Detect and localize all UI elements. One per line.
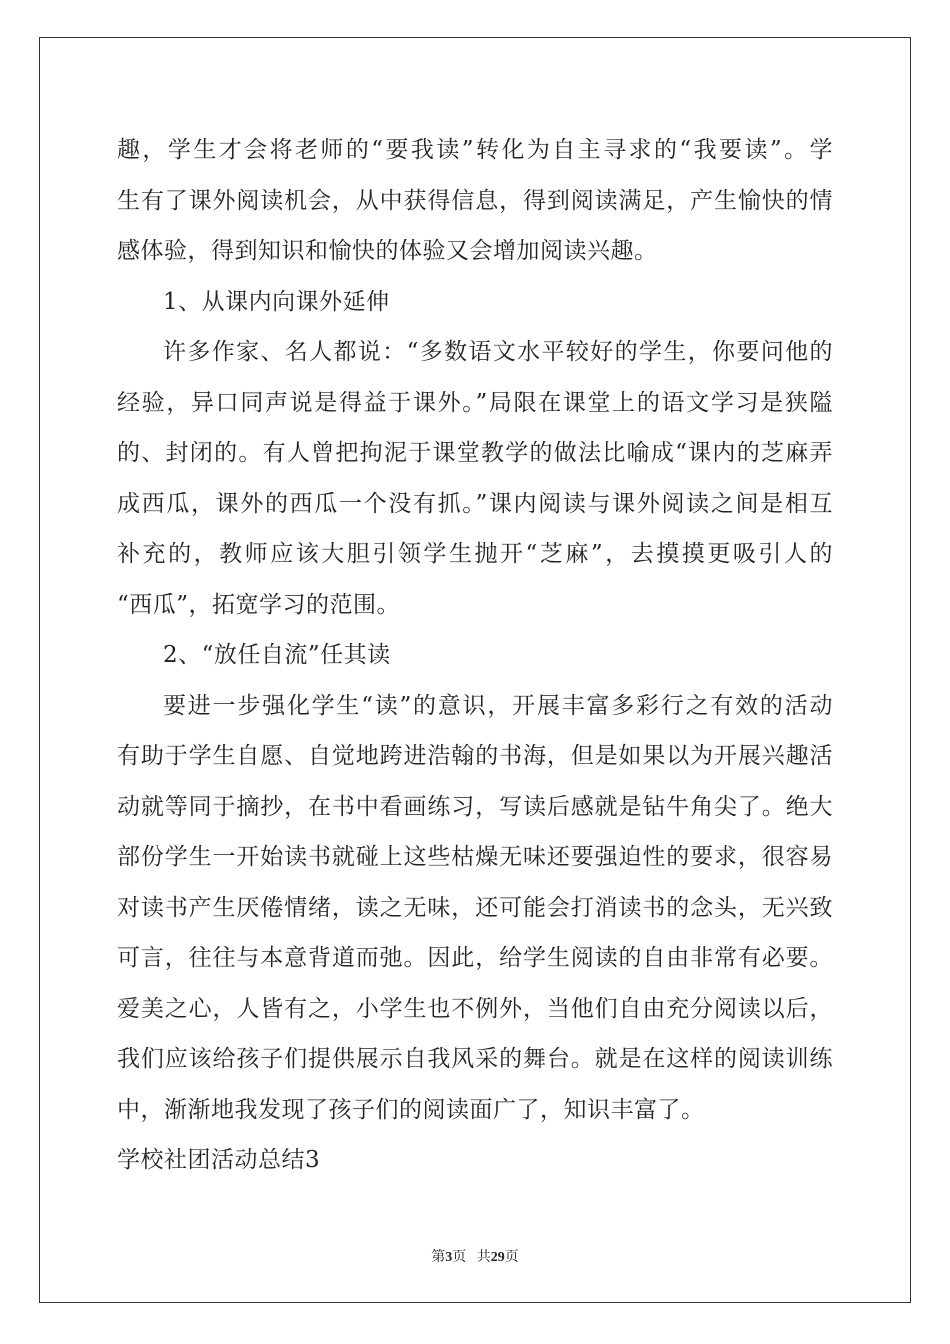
paragraph-line: “西瓜”，拓宽学习的范围。	[117, 591, 401, 618]
paragraph-line: 趣，学生才会将老师的“要我读”转化为自主寻求的“我要读”。学	[117, 137, 833, 163]
paragraph-line: 生有了课外阅读机会，从中获得信息，得到阅读满足，产生愉快的情	[117, 187, 833, 214]
paragraph-line: 补充的，教师应该大胆引领学生抛开“芝麻”，去摸摸更吸引人的	[117, 541, 833, 567]
paragraph-line: 动就等同于摘抄，在书中看画练习，写读后感就是钻牛角尖了。绝大	[117, 793, 833, 820]
paragraph-line: 许多作家、名人都说：“多数语文水平较好的学生，你要问他的	[163, 339, 833, 365]
section-heading: 1、从课内向课外延伸	[163, 288, 390, 315]
total-prefix: 共	[476, 1250, 491, 1265]
paragraph-line: 我们应该给孩子们提供展示自我风采的舞台。就是在这样的阅读训练	[117, 1046, 833, 1072]
paragraph-line: 对读书产生厌倦情绪，读之无味，还可能会打消读书的念头，无兴致	[117, 894, 833, 921]
paragraph-line: 的、封闭的。有人曾把拘泥于课堂教学的做法比喻成“课内的芝麻弄	[117, 440, 833, 466]
paragraph-line: 部份学生一开始读书就碰上这些枯燥无味还要强迫性的要求，很容易	[117, 844, 833, 870]
paragraph-line: 可言，往往与本意背道而弛。因此，给学生阅读的自由非常有必要。	[117, 945, 833, 971]
total-unit: 页	[504, 1250, 519, 1265]
paragraph-line: 成西瓜，课外的西瓜一个没有抓。”课内阅读与课外阅读之间是相互	[117, 490, 833, 517]
section-heading: 2、“放任自流”任其读	[163, 642, 391, 668]
page-footer	[0, 1246, 950, 1266]
paragraph-line: 有助于学生自愿、自觉地跨进浩翰的书海，但是如果以为开展兴趣活	[117, 743, 833, 769]
document-body	[117, 125, 833, 1186]
paragraph-line: 要进一步强化学生“读”的意识，开展丰富多彩行之有效的活动	[163, 692, 833, 719]
total-pages: 29	[490, 1250, 505, 1265]
document-title: 学校社团活动总结3	[117, 1147, 321, 1173]
paragraph-line: 感体验，得到知识和愉快的体验又会增加阅读兴趣。	[117, 238, 658, 264]
page-prefix: 第	[431, 1250, 446, 1265]
paragraph-line: 爱美之心，人皆有之，小学生也不例外，当他们自由充分阅读以后，	[117, 995, 833, 1022]
page-number: 3	[445, 1250, 453, 1265]
paragraph-line: 经验，异口同声说是得益于课外。”局限在课堂上的语文学习是狭隘	[117, 389, 833, 416]
page-unit: 页	[452, 1250, 467, 1265]
paragraph-line: 中，渐渐地我发现了孩子们的阅读面广了，知识丰富了。	[117, 1096, 705, 1123]
